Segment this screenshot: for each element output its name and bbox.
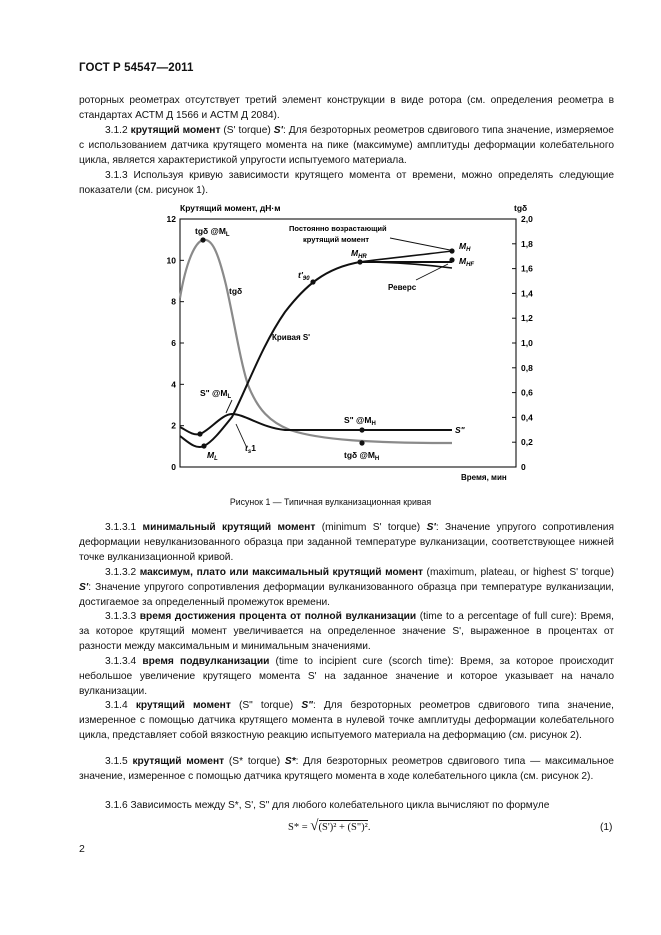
clause-number: 3.1.3.2: [105, 567, 137, 578]
ml-point: [201, 443, 206, 448]
right-tick-label: 1,0: [521, 338, 533, 348]
label-tgd-ml: tgδ $@M_L$: [195, 226, 230, 238]
mh-point: [449, 248, 454, 253]
definition: (time to incipient cure (scorch time): Время, за которое происходит небольшое увеличение крутящего момента S' на заданное значение и которое указывает на начало вулканизации.: [79, 656, 614, 698]
left-axis-title: Крутящий момент, дН·м: [180, 203, 281, 213]
formula-1: S* = √(S')² + (S")².: [288, 818, 371, 834]
document-header: ГОСТ Р 54547—2011: [79, 62, 194, 74]
figure-caption: Рисунок 1 — Типичная вулканизационная кривая: [229, 497, 432, 507]
right-tick-label: 1,6: [521, 263, 533, 274]
left-axis-ticks: [167, 214, 184, 472]
paragraph-3-1-3-3: [79, 609, 614, 655]
term: время подвулканизации: [142, 656, 270, 667]
paragraph-rotor-note: роторных реометрах отсутствует третий элемент конструкции в виде ротора (см. определения реометра в стандартах АСТМ Д 1566 и АСТМ Д 2084).: [79, 95, 614, 122]
paragraph-3-1-3-1: [79, 520, 614, 566]
formula-rhs: (S')² + (S")²: [318, 822, 368, 833]
label-mhf: $M_{HF}$: [459, 256, 475, 268]
left-tick-label: 10: [166, 255, 176, 266]
paragraph-3-1-3-4: [79, 654, 614, 700]
clause-number: 3.1.5: [105, 756, 128, 767]
term: время достижения процента от полной вулканизации: [139, 611, 417, 622]
definition: : Для безроторных реометров сдвигового типа значение, измеренное с помощью датчика крутящего момента в нулевой точке амплитуды деформации колебательного цикла, представляет собой вязкостную реакцию испытуемого материала на деформацию (см. рисунок 2).: [79, 700, 614, 742]
t90-point: [310, 279, 315, 284]
label-plateau: Постоянно возрастающий: [289, 224, 387, 233]
paragraph-3-1-4: [79, 698, 614, 744]
formula-lhs: S* =: [288, 822, 308, 833]
term-english: (minimum S' torque): [321, 522, 421, 533]
left-tick-label: 6: [171, 338, 176, 348]
label-t90: $t'_{90}$: [298, 270, 310, 282]
definition: (time to a percentage of full cure): Время, за которое крутящий момент увеличивается на определенное значение S', выраженное в процентах от разности между максимальным и минимальным значениями.: [79, 611, 614, 653]
term-english: (maximum, plateau, or highest S' torque): [426, 567, 614, 578]
label-s2-ml: S" $@M_L$: [200, 388, 232, 400]
left-tick-label: 8: [171, 296, 176, 307]
symbol: S': [426, 522, 436, 533]
right-tick-label: 0,4: [521, 412, 533, 423]
right-axis-ticks: [512, 214, 533, 472]
s2-ml-point: [197, 431, 202, 436]
paragraph-3-1-6: 3.1.6 Зависимость между S*, S', S" для любого колебательного цикла вычисляют по формуле: [105, 800, 550, 811]
term: крутящий момент: [130, 125, 221, 136]
label-tgd-mh: tgδ $@M_H$: [344, 450, 380, 462]
term: крутящий момент: [135, 700, 231, 711]
definition: : Значение упругого сопротивления деформации невулканизованного образца при заданной температуре вулканизации, соответствующее нижней точке вулканизационной кривой.: [79, 522, 615, 564]
right-tick-label: 1,4: [521, 288, 533, 299]
term: минимальный крутящий момент: [142, 522, 316, 533]
right-tick-label: 0,2: [521, 437, 533, 448]
formula-number: (1): [600, 822, 613, 833]
definition: : Для безроторных реометров сдвигового типа значение, измеряемое с использованием датчика крутящего момента на пике (максимуме) амплитуды деформации колебательного цикла, является характеристикой упругости испытуемого материала.: [79, 125, 614, 167]
label-mh: $M_H$: [459, 241, 471, 253]
rising-torque-curve: [360, 251, 452, 262]
right-tick-label: 0,6: [521, 387, 533, 398]
tan-delta-curve: [180, 240, 452, 443]
paragraph-3-1-3-2: [79, 565, 614, 611]
clause-number: 3.1.2: [105, 125, 128, 136]
symbol: S': [273, 125, 283, 136]
clause-number: 3.1.3.1: [105, 522, 137, 533]
paragraph-3-1-5: [79, 754, 614, 784]
right-axis-title: tgδ: [514, 203, 528, 213]
page-number: 2: [79, 843, 85, 855]
plateau-leader: [390, 238, 450, 250]
right-tick-label: 1,2: [521, 313, 533, 324]
term-english: (S' torque): [223, 125, 271, 136]
clause-number: 3.1.4: [105, 700, 128, 711]
label-ml: $M_L$: [207, 450, 218, 462]
tan-delta-ml-point: [200, 237, 205, 242]
right-tick-label: 2,0: [521, 214, 533, 224]
label-mhr: $M_{HR}$: [351, 248, 367, 260]
symbol: S": [301, 700, 313, 711]
tan-delta-mh-point: [359, 440, 364, 445]
symbol: S': [79, 582, 89, 594]
term: крутящий момент: [132, 756, 225, 767]
label-ts1: $t_s1$: [245, 443, 256, 455]
left-tick-label: 12: [166, 214, 176, 224]
label-curve-s: Кривая S': [272, 333, 311, 342]
label-s2: S": [455, 425, 465, 435]
definition: : Значение упругого сопротивления деформации вулканизованного образца при температуре вулканизации, достигаемое за определенный промежуток времени.: [79, 582, 614, 609]
term-english: (S" torque): [238, 700, 294, 711]
right-tick-label: 0: [521, 462, 526, 472]
clause-number: 3.1.3.4: [105, 656, 137, 667]
paragraph-3-1-3: 3.1.3 Используя кривую зависимости крутящего момента от времени, можно определять следующие показатели (см. рисунок 1).: [79, 170, 614, 197]
label-s2-mh: S" $@M_H$: [344, 415, 376, 427]
label-plateau-2: крутящий момент: [303, 235, 370, 244]
right-tick-label: 1,8: [521, 238, 533, 249]
term: максимум, плато или максимальный крутящий момент: [139, 567, 423, 578]
x-axis-title: Время, мин: [461, 473, 507, 482]
left-tick-label: 2: [171, 420, 176, 431]
label-reversion: Реверс: [388, 283, 417, 292]
right-tick-label: 0,8: [521, 362, 533, 373]
label-tgd: tgδ: [229, 286, 243, 296]
left-tick-label: 4: [171, 379, 176, 390]
left-tick-label: 0: [171, 462, 176, 472]
sqrt-sign: √: [310, 818, 319, 834]
mhr-point: [357, 259, 362, 264]
s2-mh-point: [359, 427, 364, 432]
clause-number: 3.1.3.3: [105, 611, 137, 622]
mhf-point: [449, 257, 454, 262]
definition: : Для безроторных реометров сдвигового типа — максимальное значение, измеренное с помощью датчика крутящего момента в ходе колебательного цикла (см. рисунок 2).: [79, 756, 614, 783]
term-english: (S* torque): [228, 756, 281, 767]
symbol: S*: [284, 756, 296, 767]
s2-leader: [226, 400, 232, 413]
